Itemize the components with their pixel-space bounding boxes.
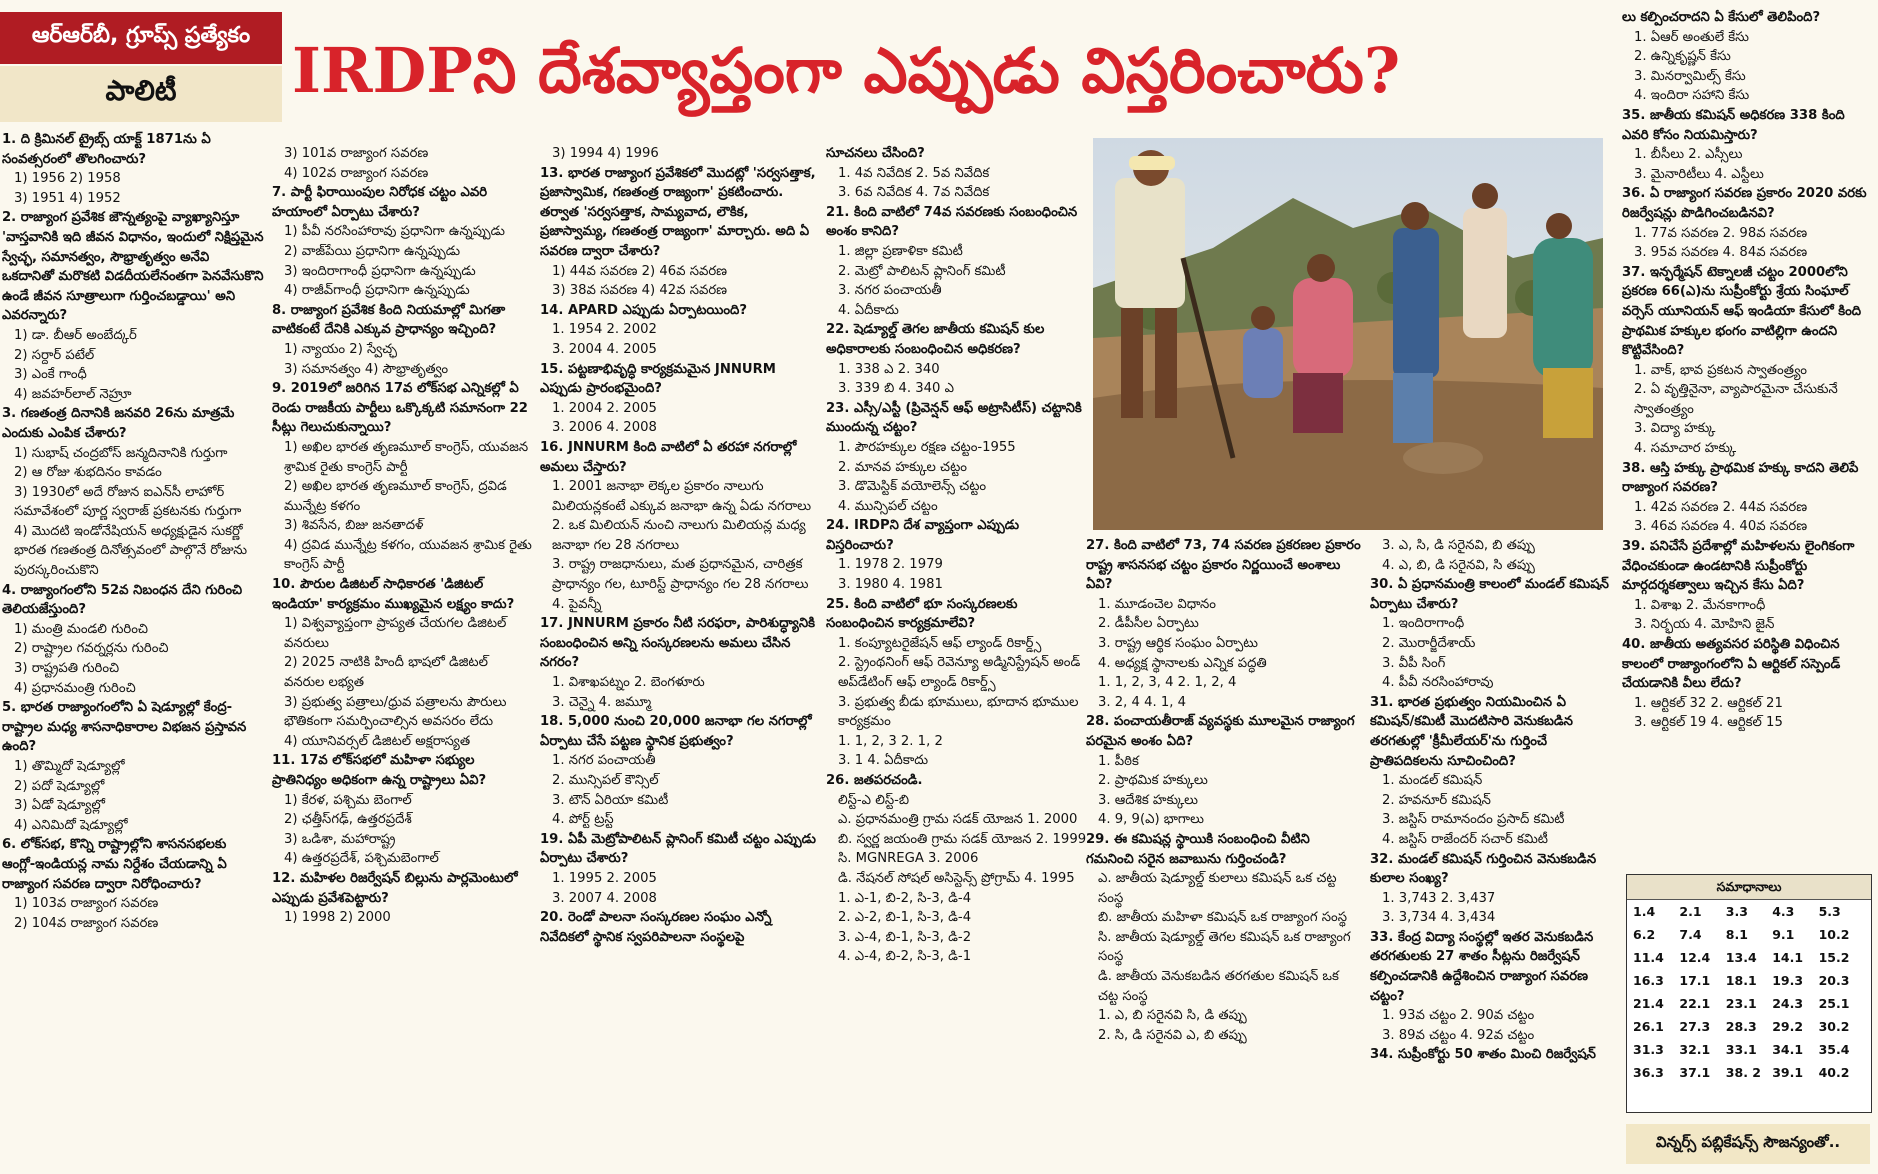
- answer-option: 2) పదో షెడ్యూల్లో: [14, 778, 105, 794]
- answer-option: 4. పైవన్నీ: [552, 596, 602, 612]
- answer-option: 1) 1998 2) 2000: [284, 910, 391, 926]
- question-text: 8. రాజ్యాంగ ప్రవేశిక కింది నియమాల్లో మిగతా వాటికంటే దేనికి ఎక్కువ ప్రాధాన్యం ఇచ్చింది?: [272, 302, 506, 338]
- answer-option: 2. స్ట్రెంథనింగ్ ఆఫ్ రెవెన్యూ అడ్మినిస్ట్రేషన్ అండ్ అప్‌డేటింగ్ ఆఫ్ ల్యాండ్ రికార్డ్స్: [838, 655, 1081, 691]
- question-text: 35. జాతీయ కమిషన్ అధికరణ 338 కింది ఎవరి కోసం నియమిస్తారు?: [1622, 107, 1845, 143]
- answer-key: 14.1: [1772, 950, 1804, 965]
- answer-option: 2. మొరార్జీదేశాయ్: [1382, 635, 1476, 651]
- answer-option: 4. ఎ, బి, డి సరైనవి, సి తప్పు: [1382, 557, 1535, 573]
- answer-option: 3. విద్యా హక్కు: [1634, 421, 1716, 437]
- answer-option: 3) 1930లో అదే రోజున ఐఎన్‌సీ లాహోర్ సమావేశంలో పూర్ణ స్వరాజ్ ప్రకటనకు గుర్తుగా: [14, 484, 242, 520]
- answer-key: 13.4: [1725, 950, 1757, 965]
- answer-option: 3) ఏడో షెడ్యూల్లో: [14, 798, 105, 814]
- question-text: 9. 2019లో జరిగిన 17వ లోక్‌సభ ఎన్నికల్లో ఏ రెండు రాజకీయ పార్టీలు ఒక్కొక్కటి సమానంగా 22 సీట్లు గెలుచుకున్నాయి?: [272, 381, 528, 436]
- answer-key: 18.1: [1725, 973, 1757, 988]
- question-text: 11. 17వ లోక్‌సభలో మహిళా సభ్యుల ప్రాతినిధ్యం అధికంగా ఉన్న రాష్ట్రాలు ఏవి?: [272, 753, 487, 788]
- question-text: 23. ఎస్సీ/ఎస్టీ (ప్రివెన్షన్ ఆఫ్ అట్రాసిటీస్) చట్టానికి ముందున్న చట్టం?: [826, 400, 1082, 436]
- answer-option: 3) 38వ సవరణ 4) 42వ సవరణ: [552, 283, 728, 299]
- answer-option: 1. ఏఆర్ అంతులే కేసు: [1634, 29, 1749, 45]
- answer-option: 4) ఎనిమిదో షెడ్యూల్లో: [14, 817, 128, 833]
- question-text: 22. షెడ్యూల్డ్ తెగల జాతీయ కమిషన్ కుల అధికారాలకు సంబంధించిన అధికరణ?: [826, 322, 1045, 357]
- answer-option: 3) రాష్ట్రపతి గురించి: [14, 661, 120, 677]
- answer-option: 3. 1980 4. 1981: [838, 577, 943, 593]
- answer-key: 17.1: [1679, 973, 1711, 988]
- question-text: 31. భారత ప్రభుత్వం నియమించిన ఏ కమిషన్/కమిటీ మొదటిసారి వెనుకబడిన తరగతుల్లో 'క్రీమీలేయర్'ను గుర్తించే ప్రాతిపదికలను సూచించింది?: [1370, 694, 1573, 769]
- answer-option: 1. ఎ-1, బి-2, సి-3, డి-4: [838, 890, 972, 906]
- answer-option: 4) రాజీవ్‌గాంధీ ప్రధానిగా ఉన్నప్పుడు: [284, 283, 470, 299]
- answer-option: 1) న్యాయం 2) స్వేచ్ఛ: [284, 341, 397, 357]
- question-text: 7. పార్టీ ఫిరాయింపుల నిరోధక చట్టం ఎవరి హయాంలో ఏర్పాటు చేశారు?: [272, 185, 488, 220]
- answer-option: 2. హవనూర్ కమిషన్: [1382, 792, 1491, 808]
- answer-option: 4. ఎ-4, బి-2, సి-3, డి-1: [838, 949, 972, 965]
- answer-key: 11.4: [1633, 950, 1664, 965]
- answer-option: 3. మినర్వామిల్స్ కేసు: [1634, 68, 1746, 84]
- answer-option: 1. విశాఖపట్నం 2. బెంగళూరు: [552, 675, 705, 691]
- answer-option: 1. 42వ సవరణ 2. 44వ సవరణ: [1634, 499, 1808, 515]
- answer-key: 5.3: [1818, 904, 1841, 919]
- answer-option: 4. సమాచార హక్కు: [1634, 441, 1737, 457]
- answer-key: 22.1: [1679, 996, 1711, 1011]
- question-text: 39. పనిచేసే ప్రదేశాల్లో మహిళలను లైంగికంగా వేధించకుండా ఉండటానికి సుప్రీంకోర్టు మార్గదర్శకత్వాలు ఇచ్చిన కేసు ఏది?: [1622, 539, 1855, 594]
- answer-option: 2. మెట్రో పాలిటన్ ప్లానింగ్ కమిటీ: [838, 263, 1006, 279]
- answer-key: 27.3: [1679, 1019, 1711, 1034]
- question-text: 3. గణతంత్ర దినానికి జనవరి 26ను మాత్రమే ఎందుకు ఎంపిక చేశారు?: [2, 406, 235, 441]
- column-3: [540, 144, 818, 1170]
- answer-option: 3. ప్రభుత్వ బీడు భూములు, భూదాన భూముల కార్యక్రమం: [838, 694, 1079, 730]
- answer-option: 3. ఆదేశిక హక్కులు: [1098, 792, 1198, 808]
- answer-option: 1) సుభాష్ చంద్రబోస్ జన్మదినానికి గుర్తుగా: [14, 445, 228, 461]
- question-text: 19. ఏపీ మెట్రోపాలిటన్ ప్లానింగ్ కమిటీ చట్టం ఎప్పుడు ఏర్పాటు చేశారు?: [540, 831, 816, 867]
- answer-key: 9.1: [1772, 927, 1795, 942]
- answer-option: ఎ. జాతీయ షెడ్యూల్డ్ కులాలు కమిషన్ ఒక చట్ట సంస్థ: [1098, 871, 1337, 906]
- answer-option: 2) ఆ రోజు శుభదినం కావడం: [14, 465, 162, 481]
- answer-option: 1) 103వ రాజ్యాంగ సవరణ: [14, 896, 159, 912]
- answer-option: 4) ఉత్తరప్రదేశ్, పశ్చిమబెంగాల్: [284, 851, 439, 867]
- answer-key: 2.1: [1679, 904, 1702, 919]
- answer-option: 1. 2004 2. 2005: [552, 400, 657, 416]
- answer-key: 26.1: [1633, 1019, 1664, 1034]
- answer-option: 1. 2001 జనాభా లెక్కల ప్రకారం నాలుగు మిలియన్లకంటే ఎక్కువ జనాభా ఉన్న ఏడు నగరాలు: [552, 479, 812, 514]
- answer-option: 2) ఛత్తీస్‌గఢ్, ఉత్తరప్రదేశ్: [284, 812, 412, 828]
- answer-option: 3. ఎ, సి, డి సరైనవి, బి తప్పు: [1382, 538, 1535, 553]
- column-4: [826, 144, 1088, 1170]
- answer-key: 6.2: [1633, 927, 1656, 942]
- answer-option: 4) జవహర్‌లాల్ నెహ్రూ: [14, 386, 132, 402]
- answer-option: 3) 1994 4) 1996: [552, 146, 659, 161]
- answer-key: 40.2: [1818, 1065, 1850, 1080]
- answer-option: బి. జాతీయ మహిళా కమిషన్ ఒక రాజ్యాంగ సంస్థ: [1098, 910, 1347, 926]
- column-2: [272, 144, 532, 1170]
- answer-option: 4) 102వ రాజ్యాంగ సవరణ: [284, 165, 429, 181]
- answer-option: 1. 77వ సవరణ 2. 98వ సవరణ: [1634, 225, 1808, 241]
- answer-option: 2. ప్రాథమిక హక్కులు: [1098, 773, 1208, 789]
- answer-option: 1. ఇందిరాగాంధీ: [1382, 616, 1465, 632]
- question-text: 15. పట్టణాభివృద్ధి కార్యక్రమమైన JNNURM ఎప్పుడు ప్రారంభమైంది?: [540, 361, 776, 397]
- answer-key: 24.3: [1772, 996, 1804, 1011]
- answer-option: 1) డా. బీఆర్ అంబేద్కర్: [14, 327, 137, 343]
- question-text: లు కల్పించరాదని ఏ కేసులో తెలిపింది?: [1622, 10, 1821, 25]
- headline: IRDPని దేశవ్యాప్తంగా ఎప్పుడు విస్తరించారు?: [292, 34, 1401, 107]
- column-5: [1086, 536, 1362, 1170]
- answer-option: 1. కంప్యూటరైజేషన్ ఆఫ్ ల్యాండ్ రికార్డ్స్: [838, 635, 1042, 651]
- column-1: [2, 130, 264, 1170]
- answer-option: 1. 1954 2. 2002: [552, 322, 657, 338]
- answer-option: 1) 1956 2) 1958: [14, 171, 121, 187]
- answer-option: 4. మున్సిపల్ చట్టం: [838, 498, 938, 514]
- question-text: 10. పౌరుల డిజిటల్ సాధికారత 'డిజిటల్ ఇండియా' కార్యక్రమం ముఖ్యమైన లక్ష్యం కాదు?: [272, 577, 515, 612]
- answer-option: 1. జిల్లా ప్రణాళికా కమిటీ: [838, 243, 963, 259]
- answer-option: 3. టౌన్ ఏరియా కమిటీ: [552, 792, 669, 808]
- answer-option: 4. జస్టిస్ రాజేందర్ సచార్ కమిటీ: [1382, 831, 1548, 847]
- answer-option: 1) మంత్రి మండలి గురించి: [14, 621, 148, 637]
- answer-key: 7.4: [1679, 927, 1702, 942]
- answer-option: ఎ. ప్రధానమంత్రి గ్రామ సడక్ యోజన 1. 2000: [838, 812, 1078, 828]
- question-text: 37. ఇన్ఫర్మేషన్ టెక్నాలజీ చట్టం 2000లోని ప్రకరణ 66(ఎ)ను సుప్రీంకోర్టు శ్రేయ సింఘాల్ వర్సెస్ యూనియన్ ఆఫ్ ఇండియా కేసులో కింది ప్రాథమిక హక్కుల భంగం వాటిల్లిగా ఉందని కొట్టివేసింది?: [1622, 264, 1862, 359]
- answer-option: 1. మూడంచెల విధానం: [1098, 596, 1216, 612]
- answer-key: 8.1: [1725, 927, 1748, 942]
- answer-option: 3. 339 బి 4. 340 ఎ: [838, 381, 955, 397]
- answer-key: 33.1: [1725, 1042, 1757, 1057]
- answer-option: 2. ఒక మిలియన్ నుంచి నాలుగు మిలియన్ల మధ్య జనాభా గల 28 నగరాలు: [552, 518, 806, 553]
- answer-option: 2. మానవ హక్కుల చట్టం: [838, 459, 967, 475]
- answer-option: 2) అఖిల భారత తృణమూల్ కాంగ్రెస్, ద్రవిడ మున్నేట్ర కళగం: [284, 479, 507, 514]
- answer-option: 1) కేరళ, పశ్చిమ బెంగాల్: [284, 792, 412, 808]
- workers-photo-illustration: [1093, 138, 1603, 530]
- answer-key: 20.3: [1818, 973, 1850, 988]
- answer-option: 3. 6వ నివేదిక 4. 7వ నివేదిక: [838, 185, 990, 201]
- answer-key: 25.1: [1818, 996, 1850, 1011]
- question-text: 34. సుప్రీంకోర్టు 50 శాతం మించి రిజర్వేషన్: [1370, 1047, 1596, 1063]
- answer-option: 3. 95వ సవరణ 4. 84వ సవరణ: [1634, 245, 1808, 261]
- answer-option: 1. 1978 2. 1979: [838, 557, 943, 573]
- answer-option: 3) 101వ రాజ్యాంగ సవరణ: [284, 146, 429, 161]
- answer-option: 3) సమానత్వం 4) సౌభ్రాతృత్వం: [284, 361, 449, 377]
- answer-option: 2. ఉన్నికృష్ణన్ కేసు: [1634, 49, 1731, 65]
- answer-option: 1. 1, 2, 3, 4 2. 1, 2, 4: [1098, 675, 1237, 691]
- answer-option: 3. రాష్ట్ర రాజధానులు, మత ప్రధానమైన, చారిత్రక ప్రాధాన్యం గల, టూరిస్ట్ ప్రాధాన్యం గల 28 నగరాలు: [552, 557, 809, 593]
- answer-option: 3. వీపీ సింగ్: [1382, 655, 1446, 671]
- question-text: 20. రెండో పాలనా సంస్కరణల సంఘం ఎన్నో నివేదికలో స్థానిక స్వపరిపాలనా సంస్థలపై: [540, 910, 772, 945]
- answer-option: 1. 1, 2, 3 2. 1, 2: [838, 733, 943, 749]
- question-text: 1. ది క్రిమినల్ ట్రైబ్స్ యాక్ట్ 1871ను ఏ సంవత్సరంలో తొలగించారు?: [2, 132, 211, 167]
- question-text: 29. ఈ కమిషన్ల స్థాయికి సంబంధించి వీటిని గమనించి సరైన జవాబును గుర్తించండి?: [1086, 831, 1310, 867]
- answer-key: 28.3: [1725, 1019, 1757, 1034]
- answer-key: 32.1: [1679, 1042, 1711, 1057]
- question-text: 18. 5,000 నుంచి 20,000 జనాభా గల నగరాల్లో ఏర్పాటు చేసే పట్టణ స్థానిక ప్రభుత్వం?: [540, 714, 812, 749]
- answer-option: 3. మైనారిటీలు 4. ఎస్టీలు: [1634, 166, 1764, 182]
- answer-option: సి. జాతీయ షెడ్యూల్డ్ తెగల కమిషన్ ఒక రాజ్యాంగ సంస్థ: [1098, 929, 1351, 965]
- answer-option: 4) యూనివర్సల్ డిజిటల్ అక్షరాస్యత: [284, 733, 471, 749]
- question-text: 27. కింది వాటిలో 73, 74 సవరణ ప్రకరణల ప్రకారం రాష్ట్ర శాసనసభ చట్టం ప్రకారం నిర్ణయించే అంశాలు ఏవి?: [1086, 538, 1361, 593]
- answer-key: 37.1: [1679, 1065, 1711, 1080]
- answer-key: 39.1: [1772, 1065, 1804, 1080]
- column-6: [1370, 536, 1612, 1170]
- answer-key: 15.2: [1818, 950, 1850, 965]
- answer-option: 1. బీసీలు 2. ఎస్సీలు: [1634, 147, 1743, 163]
- answer-key: 21.4: [1633, 996, 1664, 1011]
- question-text: 30. ఏ ప్రధానమంత్రి కాలంలో మండల్ కమిషన్ ఏర్పాటు చేశారు?: [1370, 577, 1609, 612]
- answer-option: 3. 2006 4. 2008: [552, 420, 657, 436]
- answer-option: 1) విశ్వవ్యాప్తంగా ప్రాప్యత చేయగల డిజిటల్ వనరులు: [284, 616, 507, 651]
- question-text: 5. భారత రాజ్యాంగంలోని ఏ షెడ్యూల్లో కేంద్ర-రాష్ట్రాల మధ్య శాసనాధికారాల విభజన ప్రస్తావన ఉంది?: [2, 700, 247, 755]
- question-text: 26. జతపరచండి.: [826, 773, 923, 788]
- question-text: 28. పంచాయతీరాజ్ వ్యవస్థకు మూలమైన రాజ్యాంగ పరమైన అంశం ఏది?: [1086, 714, 1355, 749]
- answer-option: 1. 4వ నివేదిక 2. 5వ నివేదిక: [838, 165, 990, 181]
- answer-key: 4.3: [1772, 904, 1795, 919]
- answer-option: 3) శివసేన, బిజు జనతాదళ్: [284, 518, 424, 534]
- question-text: 2. రాజ్యాంగ ప్రవేశిక జౌన్నత్యంపై వ్యాఖ్యానిస్తూ 'వాస్తవానికి ఇది జీవన విధానం, ఇందులో నిక్షిప్తమైన స్వేచ్ఛ, సమానత్వం, సౌభ్రాతృత్వం అనేవి ఒకదానితో మరొకటి విడదీయలేనంతగా పెనవేసుకొని ఉండే జీవన సూత్రాలుగా గుర్తించబడ్డాయి' అని ఎవరన్నారు?: [2, 210, 264, 324]
- answer-option: 2. ఎ-2, బి-1, సి-3, డి-4: [838, 910, 972, 926]
- answer-option: 3) ఇందిరాగాంధీ ప్రధానిగా ఉన్నప్పుడు: [284, 263, 476, 279]
- answer-key: 31.3: [1633, 1042, 1664, 1057]
- answer-option: 3. నగర పంచాయతీ: [838, 283, 942, 299]
- answer-option: 1. 93వ చట్టం 2. 90వ చట్టం: [1382, 1008, 1535, 1024]
- answer-option: 1. ఆర్టికల్ 32 2. ఆర్టికల్ 21: [1634, 695, 1783, 711]
- answer-option: 3) ఒడిశా, మహారాష్ట్ర: [284, 831, 396, 847]
- answer-key: 35.4: [1818, 1042, 1850, 1057]
- answer-option: డి. నేషనల్ సోషల్ అసిస్టెన్స్ ప్రోగ్రామ్ 4. 1995: [838, 870, 1075, 886]
- answer-option: 1. పౌరహక్కుల రక్షణ చట్టం-1955: [838, 439, 1016, 455]
- answers-grid: [1627, 900, 1871, 1084]
- answer-option: 4. అధ్యక్ష స్థానాలకు ఎన్నిక పద్ధతి: [1098, 655, 1267, 671]
- answer-option: 4. ఇందిరా సహాని కేసు: [1634, 88, 1750, 104]
- question-text: 24. IRDPని దేశ వ్యాప్తంగా ఎప్పుడు విస్తరించారు?: [826, 518, 1020, 553]
- question-text: 33. కేంద్ర విద్యా సంస్థల్లో ఇతర వెనుకబడిన తరగతులకు 27 శాతం సీట్లను రిజర్వేషన్ కల్పించడానికి ఉద్దేశించిన రాజ్యాంగ సవరణ చట్టం?: [1370, 929, 1594, 1004]
- question-text: 13. భారత రాజ్యాంగ ప్రవేశికలో మొదట్లో 'సర్వసత్తాక, ప్రజాస్వామిక, గణతంత్ర రాజ్యంగా' ప్రకటించారు. తర్వాత 'సర్వసత్తాక, సామ్యవాద, లౌకిక, ప్రజాస్వామ్య, గణతంత్ర రాజ్యంగా' మార్చారు. అది ఏ సవరణ ద్వారా చేశారు?: [540, 165, 816, 259]
- workers-photo: [1093, 138, 1603, 530]
- answer-option: 3. రాష్ట్ర ఆర్థిక సంఘం ఏర్పాటు: [1098, 635, 1258, 651]
- answer-option: 1. 1995 2. 2005: [552, 870, 657, 886]
- question-text: 40. జాతీయ అత్యవసర పరిస్థితి విధించిన కాలంలో రాజ్యాంగంలోని ఏ ఆర్టికల్ సస్పెండ్ చేయడానికి వీలు లేదు?: [1622, 637, 1841, 692]
- question-text: 12. మహిళల రిజర్వేషన్ బిల్లును పార్లమెంటులో ఎప్పుడు ప్రవేశపెట్టారు?: [272, 870, 518, 906]
- answer-option: 3) ఎంకే గాంధీ: [14, 367, 87, 383]
- answer-option: 1. ఎ, బి సరైనవి సి, డి తప్పు: [1098, 1008, 1247, 1024]
- answer-option: 3. 1 4. ఏదీకాదు: [838, 753, 929, 769]
- answer-option: 1. విశాఖ 2. మేనకాగాంధీ: [1634, 597, 1766, 613]
- question-text: 4. రాజ్యాంగంలోని 52వ నిబంధన దేని గురించి తెలియజేస్తుంది?: [2, 582, 243, 618]
- answer-option: 1. నగర పంచాయతీ: [552, 753, 656, 769]
- answer-option: 2) రాష్ట్రాల గవర్నర్లను గురించి: [14, 641, 169, 657]
- answer-key: 30.2: [1818, 1019, 1850, 1034]
- answer-option: 1. పీఠిక: [1098, 753, 1139, 769]
- question-text: 14. APARD ఎప్పుడు ఏర్పాటయింది?: [540, 302, 748, 318]
- answer-key: 34.1: [1772, 1042, 1804, 1057]
- answer-option: సి. MGNREGA 3. 2006: [838, 851, 979, 867]
- answer-option: 1. వాక్, భావ ప్రకటన స్వాతంత్ర్యం: [1634, 362, 1807, 378]
- column-7: [1622, 8, 1874, 868]
- answer-option: 3. 89వ చట్టం 4. 92వ చట్టం: [1382, 1027, 1535, 1043]
- answer-key: 29.2: [1772, 1019, 1804, 1034]
- answer-option: 1. 3,743 2. 3,437: [1382, 890, 1496, 906]
- credit-line: విన్నర్స్ పబ్లికేషన్స్ సౌజన్యంతో..: [1626, 1124, 1870, 1164]
- answer-option: 2) వాజ్‌పేయి ప్రధానిగా ఉన్నప్పుడు: [284, 243, 461, 259]
- question-text: 21. కింది వాటిలో 74వ సవరణకు సంబంధించిన అంశం కానిది?: [826, 204, 1078, 240]
- section-tag: ఆర్ఆర్‌బీ, గ్రూప్స్ ప్రత్యేకం: [0, 12, 282, 64]
- answer-option: 3. ఆర్టికల్ 19 4. ఆర్టికల్ 15: [1634, 715, 1783, 731]
- answer-option: 4. ఏదీకాదు: [838, 302, 899, 318]
- answer-key: 38. 2: [1725, 1065, 1761, 1080]
- answer-option: 4. 9, 9(ఎ) భాగాలు: [1098, 812, 1204, 828]
- answer-option: 4) ద్రవిడ మున్నేట్ర కళగం, యువజన శ్రామిక రైతు కాంగ్రెస్ పార్టీ: [284, 537, 532, 573]
- answer-option: 1) 44వ సవరణ 2) 46వ సవరణ: [552, 263, 728, 279]
- answer-option: 3) ప్రభుత్వ పత్రాలు/ధ్రువ పత్రాలను పౌరులు భౌతికంగా సమర్పించాల్సిన అవసరం లేదు: [284, 694, 507, 730]
- answer-option: బి. స్వర్ణ జయంతి గ్రామ సడక్ యోజన 2. 1999: [838, 831, 1087, 847]
- answers-box: [1626, 874, 1872, 1113]
- answer-option: 2. మున్సిపల్ కౌన్సిల్: [552, 773, 659, 788]
- answer-key: 16.3: [1633, 973, 1664, 988]
- answer-key: 10.2: [1818, 927, 1850, 942]
- answer-option: 3. 2, 4 4. 1, 4: [1098, 694, 1187, 710]
- question-text: 16. JNNURM కింది వాటిలో ఏ తరహా నగరాల్లో అమలు చేస్తారు?: [540, 439, 797, 475]
- answer-option: 2) సర్దార్ పటేల్: [14, 347, 95, 363]
- answer-key: 36.3: [1633, 1065, 1664, 1080]
- answer-option: 2. ఏ వృత్తినైనా, వ్యాపారమైనా చేసుకునే స్వాతంత్ర్యం: [1634, 382, 1838, 417]
- answer-option: 3. చెన్నై 4. జమ్మూ: [552, 694, 652, 710]
- answer-option: 3. జస్టిస్ రామానందం ప్రసాద్ కమిటీ: [1382, 812, 1565, 828]
- answer-option: డి. జాతీయ వెనుకబడిన తరగతుల కమిషన్ ఒక చట్ట సంస్థ: [1098, 969, 1339, 1004]
- answer-option: 4) ప్రధానమంత్రి గురించి: [14, 680, 136, 696]
- answer-option: 1. మండల్ కమిషన్: [1382, 773, 1483, 789]
- question-text: 6. లోక్‌సభ, కొన్ని రాష్ట్రాల్లోని శాసనసభలకు ఆంగ్లో-ఇండియన్ల నామ నిర్దేశం చేయడాన్ని ఏ రాజ్యాంగ సవరణ ద్వారా నిరోధించారు?: [2, 837, 227, 892]
- answer-key: 1.4: [1633, 904, 1656, 919]
- answer-option: 4. పోర్ట్ ట్రస్ట్: [552, 812, 614, 828]
- answer-option: 1) తొమ్మిదో షెడ్యూల్లో: [14, 759, 125, 774]
- answer-option: 3. 2004 4. 2005: [552, 341, 657, 357]
- answer-option: 2) 2025 నాటికి హిందీ భాషలో డిజిటల్ వనరుల లభ్యత: [284, 655, 488, 691]
- answer-option: 3. ఎ-4, బి-1, సి-3, డి-2: [838, 929, 972, 945]
- answer-option: 2. డీపీసీల ఏర్పాటు: [1098, 616, 1199, 632]
- section-title: పాలిటీ: [0, 66, 282, 122]
- answer-option: 1. 338 ఎ 2. 340: [838, 361, 940, 377]
- answer-key: 12.4: [1679, 950, 1711, 965]
- answer-option: 3) 1951 4) 1952: [14, 190, 121, 206]
- question-text: 32. మండల్ కమిషన్ గుర్తించిన వెనుకబడిన కులాల సంఖ్య?: [1370, 851, 1597, 887]
- answer-option: 1) అఖిల భారత తృణమూల్ కాంగ్రెస్, యువజన శ్రామిక రైతు కాంగ్రెస్ పార్టీ: [284, 439, 529, 475]
- answer-option: లిస్ట్-ఎ లిస్ట్-బి: [838, 792, 910, 808]
- answers-title: సమాధానాలు: [1627, 875, 1871, 900]
- answer-option: 2) 104వ రాజ్యాంగ సవరణ: [14, 915, 159, 931]
- answer-option: 4. పీవీ నరసింహారావు: [1382, 675, 1494, 691]
- question-text: 17. JNNURM ప్రకారం నీటి సరఫరా, పారిశుద్ధ్యానికి సంబంధించిన అన్ని సంస్కరణలను అమలు చేసిన నగరం?: [540, 616, 815, 671]
- answer-option: 3. 3,734 4. 3,434: [1382, 910, 1496, 926]
- answer-key: 19.3: [1772, 973, 1804, 988]
- answer-option: 4) మొదటి ఇండోనేషియన్ అధ్యక్షుడైన సుకర్ణో భారత గణతంత్ర దినోత్సవంలో పాల్గొనే రోజును పురస్కరించుకొని: [14, 523, 248, 579]
- answer-option: 3. నిర్భయ 4. మోహిని జైన్: [1634, 617, 1775, 633]
- answer-option: 3. డొమెస్టిక్ వయోలెన్స్ చట్టం: [838, 479, 987, 495]
- question-text: 25. కింది వాటిలో భూ సంస్కరణలకు సంబంధించిన కార్యక్రమాలేవి?: [826, 596, 1018, 632]
- question-text: సూచనలు చేసింది?: [826, 146, 925, 161]
- question-text: 38. ఆస్తి హక్కు ప్రాథమిక హక్కు కాదని తెలిపే రాజ్యాంగ సవరణ?: [1622, 460, 1859, 496]
- question-text: 36. ఏ రాజ్యాంగ సవరణ ప్రకారం 2020 వరకు రిజర్వేషన్లు పొడిగించబడినవి?: [1622, 186, 1867, 221]
- answer-option: 3. 46వ సవరణ 4. 40వ సవరణ: [1634, 519, 1808, 535]
- answer-key: 3.3: [1725, 904, 1748, 919]
- answer-option: 3. 2007 4. 2008: [552, 890, 657, 906]
- answer-option: 1) పీవీ నరసింహారావు ప్రధానిగా ఉన్నప్పుడు: [284, 224, 505, 240]
- answer-option: 2. సి, డి సరైనవి ఎ, బి తప్పు: [1098, 1027, 1247, 1043]
- answer-key: 23.1: [1725, 996, 1757, 1011]
